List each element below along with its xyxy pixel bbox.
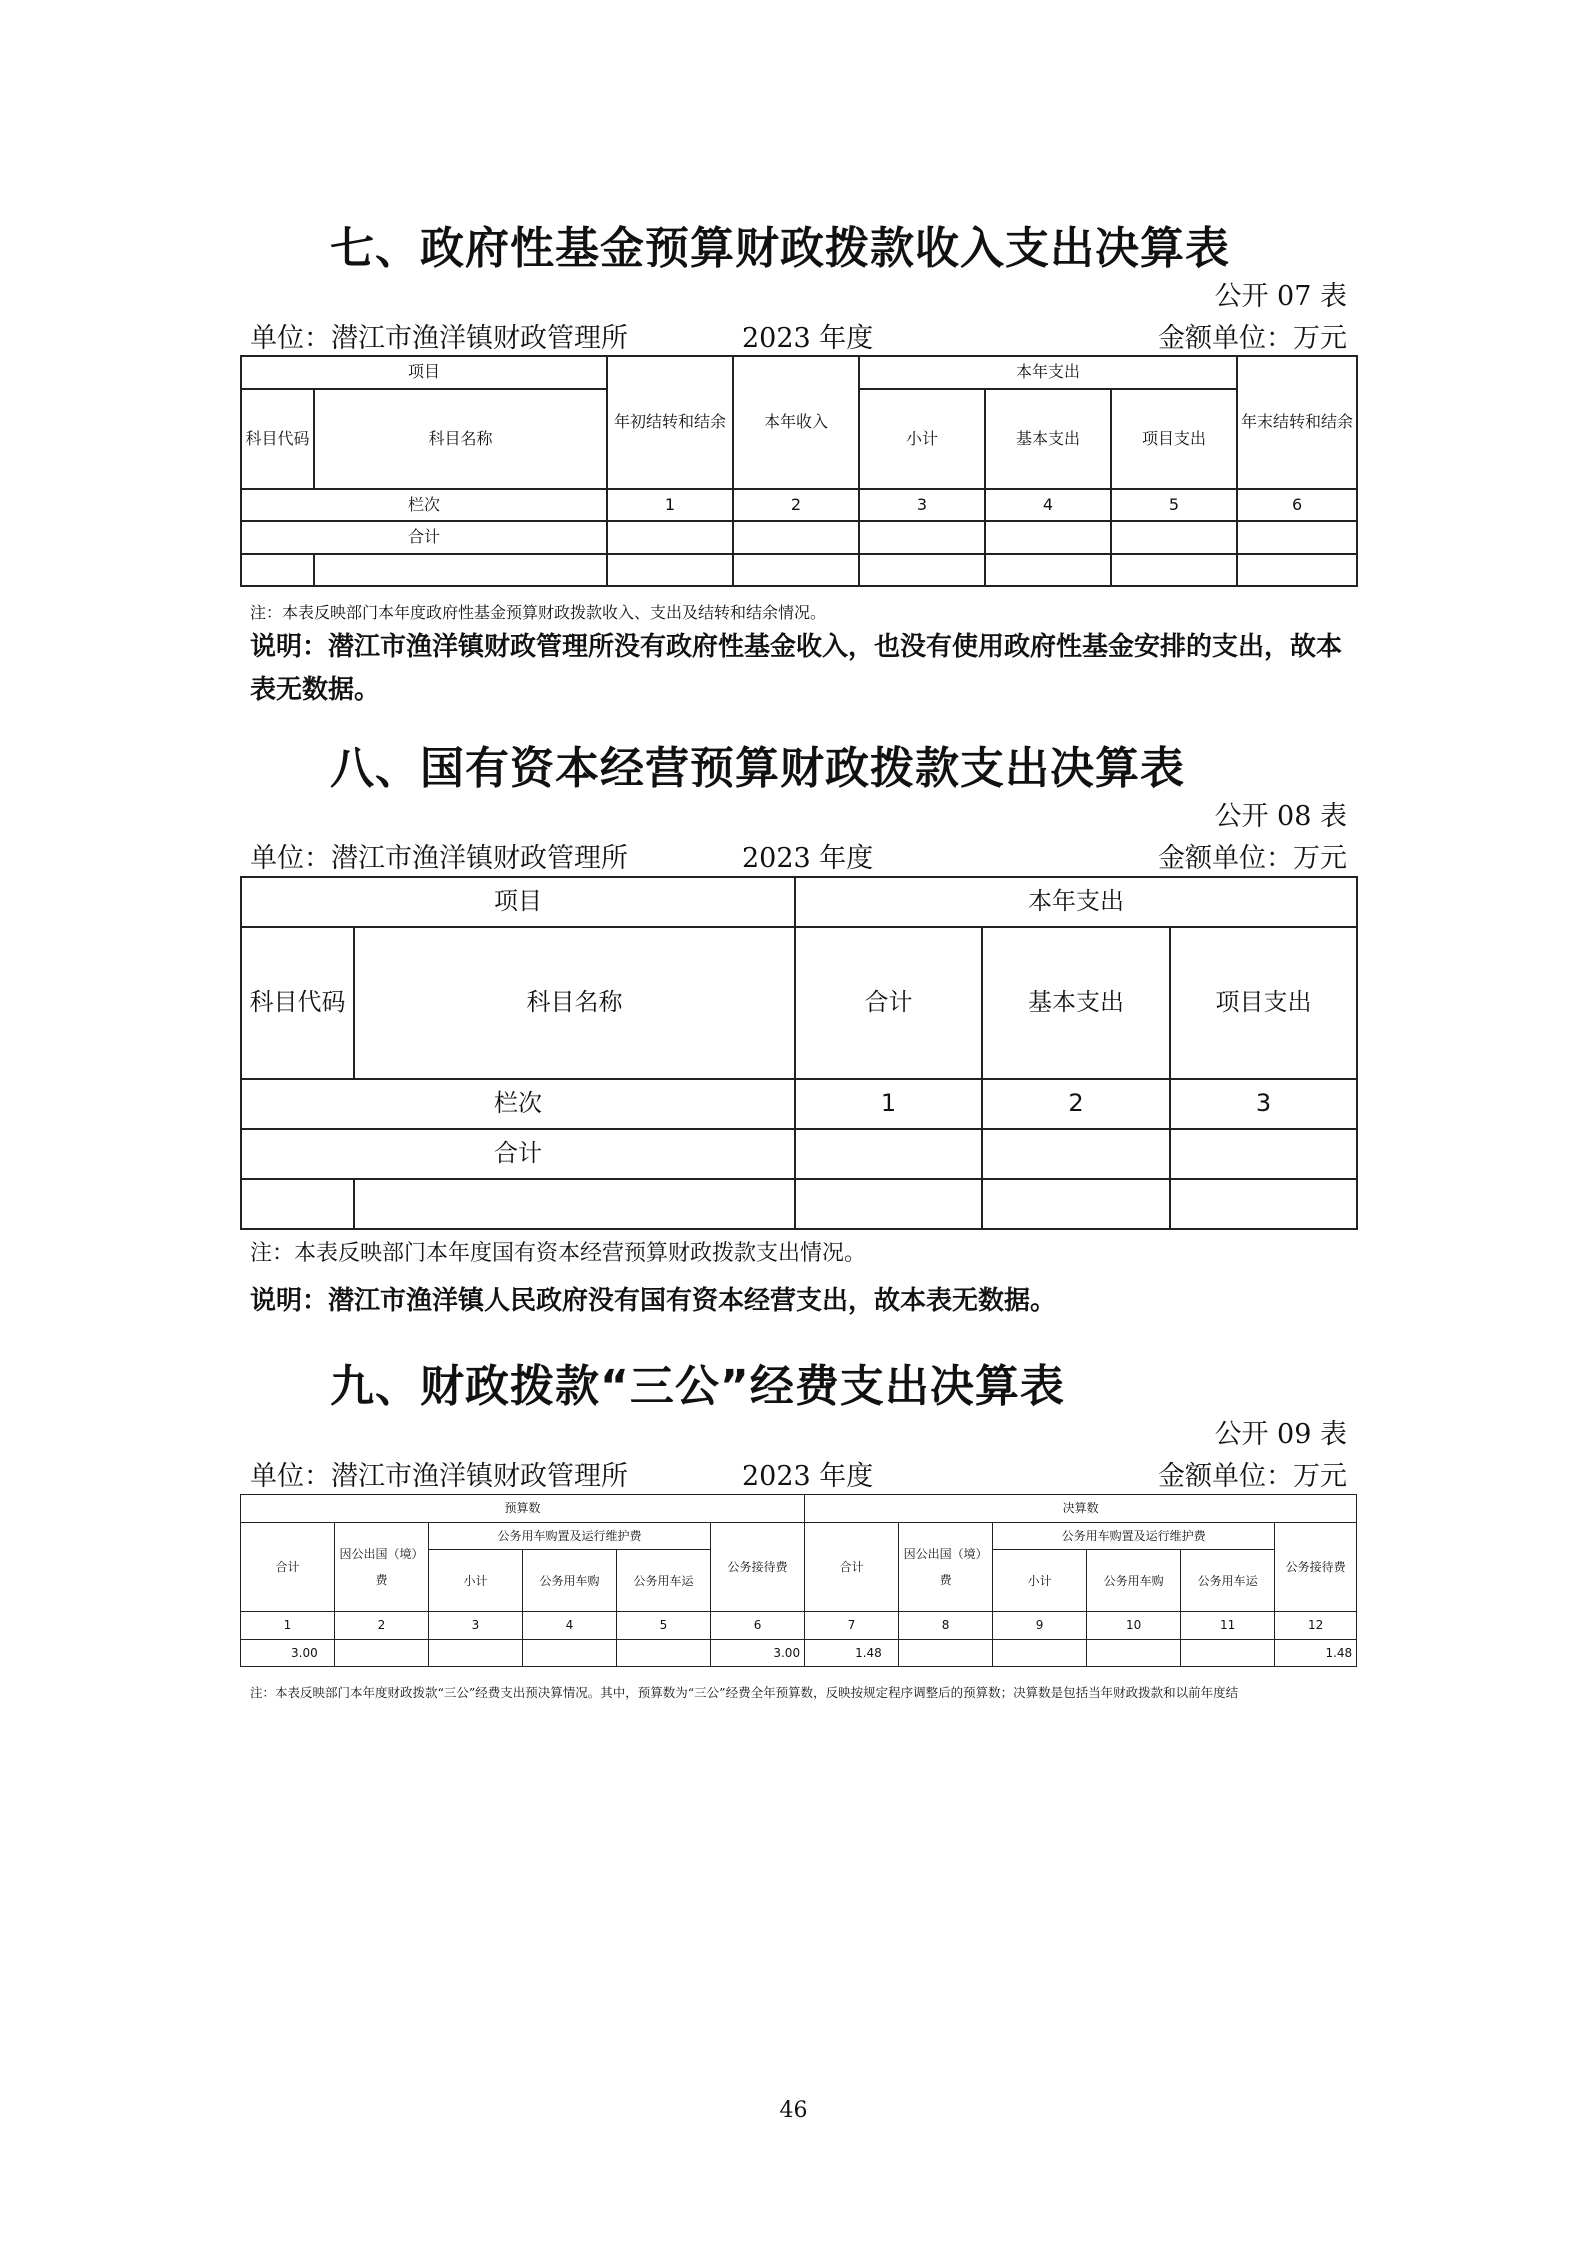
col-number: 4: [985, 489, 1111, 521]
total-label: 合计: [241, 1129, 795, 1179]
col-number: 2: [733, 489, 859, 521]
header-name: 科目名称: [314, 389, 607, 489]
col-number: 2: [982, 1079, 1170, 1129]
page-number: 46: [779, 2098, 808, 2123]
unit-label: 单位：潜江市渔洋镇财政管理所: [250, 323, 628, 354]
header-basic: 基本支出: [982, 927, 1170, 1079]
col-number: 3: [859, 489, 985, 521]
col-number: 9: [993, 1612, 1087, 1639]
header-code: 科目代码: [241, 389, 314, 489]
table-cell: [1111, 554, 1237, 586]
table-cell: [607, 554, 733, 586]
value-cell: [617, 1639, 711, 1666]
col-number: 2: [335, 1612, 429, 1639]
header-total: 合计: [795, 927, 982, 1079]
table-cell: [1237, 521, 1357, 553]
col-number: 4: [523, 1612, 617, 1639]
table-cell: [1237, 554, 1357, 586]
header-reception: 公务接待费: [711, 1523, 805, 1612]
value-cell: 3.00: [711, 1639, 805, 1666]
header-reception: 公务接待费: [1275, 1523, 1357, 1612]
value-cell: 3.00: [241, 1639, 335, 1666]
table-cell: [1111, 521, 1237, 553]
header-subtotal: 小计: [429, 1550, 523, 1612]
header-subtotal: 小计: [993, 1550, 1087, 1612]
header-vehicle: 公务用车购置及运行维护费: [429, 1523, 711, 1550]
col-number: 1: [241, 1612, 335, 1639]
year-label: 2023 年度: [742, 1461, 874, 1492]
table-cell: [1170, 1179, 1357, 1229]
header-purchase: 公务用车购: [523, 1550, 617, 1612]
section-9-note: 注：本表反映部门本年度财政拨款“三公”经费支出预决算情况。其中，预算数为“三公”经费全年预算数，反映按规定程序调整后的预算数；决算数是包括当年财政拨款和以前年度结: [250, 1685, 1239, 1700]
header-total: 合计: [241, 1523, 335, 1612]
header-project: 项目支出: [1111, 389, 1237, 489]
table-cell: [354, 1179, 795, 1229]
section-8-explain: 说明：潜江市渔洋镇人民政府没有国有资本经营支出，故本表无数据。: [250, 1286, 1057, 1316]
header-code: 科目代码: [241, 927, 354, 1079]
table-cell: [241, 1179, 354, 1229]
table-cell: [733, 521, 859, 553]
header-operate: 公务用车运: [617, 1550, 711, 1612]
value-cell: 1.48: [805, 1639, 899, 1666]
section-8-table: [240, 876, 1358, 1230]
header-abroad: 因公出国（境）费: [899, 1523, 993, 1612]
section-9-table: [240, 1494, 1357, 1667]
section-8-public-no: 公开 08 表: [1214, 801, 1347, 832]
table-cell: [241, 554, 314, 586]
amount-unit-label: 金额单位：万元: [1158, 843, 1347, 874]
value-cell: [335, 1639, 429, 1666]
header-purchase: 公务用车购: [1087, 1550, 1181, 1612]
col-number: 12: [1275, 1612, 1357, 1639]
section-7-public-no: 公开 07 表: [1214, 281, 1347, 312]
header-item: 项目: [241, 877, 795, 927]
table-cell: [1170, 1129, 1357, 1179]
amount-unit-label: 金额单位：万元: [1158, 323, 1347, 354]
section-7-table: [240, 355, 1358, 587]
header-subtotal: 小计: [859, 389, 985, 489]
header-project: 项目支出: [1170, 927, 1357, 1079]
section-7-title: 七、政府性基金预算财政拨款收入支出决算表: [330, 223, 1230, 274]
total-label: 合计: [241, 521, 607, 553]
col-number: 6: [711, 1612, 805, 1639]
header-basic: 基本支出: [985, 389, 1111, 489]
amount-unit-label: 金额单位：万元: [1158, 1461, 1347, 1492]
section-7-explain: 说明：潜江市渔洋镇财政管理所没有政府性基金收入，也没有使用政府性基金安排的支出，故本表无数据。: [250, 632, 1343, 705]
table-cell: [733, 554, 859, 586]
header-name: 科目名称: [354, 927, 795, 1079]
unit-label: 单位：潜江市渔洋镇财政管理所: [250, 1461, 628, 1492]
table-cell: [982, 1179, 1170, 1229]
table-cell: [859, 521, 985, 553]
table-cell: [985, 521, 1111, 553]
header-final: 决算数: [805, 1495, 1357, 1523]
value-cell: [993, 1639, 1087, 1666]
value-cell: [1181, 1639, 1275, 1666]
section-8-title: 八、国有资本经营预算财政拨款支出决算表: [330, 743, 1185, 794]
col-number: 7: [805, 1612, 899, 1639]
section-7-note: 注：本表反映部门本年度政府性基金预算财政拨款收入、支出及结转和结余情况。: [250, 603, 827, 622]
table-cell: [795, 1179, 982, 1229]
value-cell: [429, 1639, 523, 1666]
section-9-title: 九、财政拨款“三公”经费支出决算表: [330, 1361, 1065, 1412]
col-number: 1: [795, 1079, 982, 1129]
col-number: 11: [1181, 1612, 1275, 1639]
col-number: 8: [899, 1612, 993, 1639]
unit-label: 单位：潜江市渔洋镇财政管理所: [250, 843, 628, 874]
row-label: 栏次: [241, 489, 607, 521]
header-budget: 预算数: [241, 1495, 805, 1523]
header-total: 合计: [805, 1523, 899, 1612]
col-number: 3: [429, 1612, 523, 1639]
table-cell: [314, 554, 607, 586]
header-begin-balance: 年初结转和结余: [607, 356, 733, 489]
header-expense: 本年支出: [859, 356, 1237, 389]
header-end-balance: 年末结转和结余: [1237, 356, 1357, 489]
section-8-note: 注：本表反映部门本年度国有资本经营预算财政拨款支出情况。: [250, 1241, 867, 1266]
value-cell: [523, 1639, 617, 1666]
header-operate: 公务用车运: [1181, 1550, 1275, 1612]
table-cell: [985, 554, 1111, 586]
header-item: 项目: [241, 356, 607, 389]
col-number: 3: [1170, 1079, 1357, 1129]
section-9-public-no: 公开 09 表: [1214, 1419, 1347, 1450]
value-cell: 1.48: [1275, 1639, 1357, 1666]
year-label: 2023 年度: [742, 323, 874, 354]
col-number: 1: [607, 489, 733, 521]
value-cell: [899, 1639, 993, 1666]
header-vehicle: 公务用车购置及运行维护费: [993, 1523, 1275, 1550]
col-number: 6: [1237, 489, 1357, 521]
header-abroad: 因公出国（境）费: [335, 1523, 429, 1612]
year-label: 2023 年度: [742, 843, 874, 874]
table-cell: [859, 554, 985, 586]
table-cell: [982, 1129, 1170, 1179]
header-expense: 本年支出: [795, 877, 1357, 927]
table-cell: [607, 521, 733, 553]
table-cell: [795, 1129, 982, 1179]
value-cell: [1087, 1639, 1181, 1666]
col-number: 5: [617, 1612, 711, 1639]
col-number: 5: [1111, 489, 1237, 521]
header-income: 本年收入: [733, 356, 859, 489]
col-number: 10: [1087, 1612, 1181, 1639]
row-label: 栏次: [241, 1079, 795, 1129]
